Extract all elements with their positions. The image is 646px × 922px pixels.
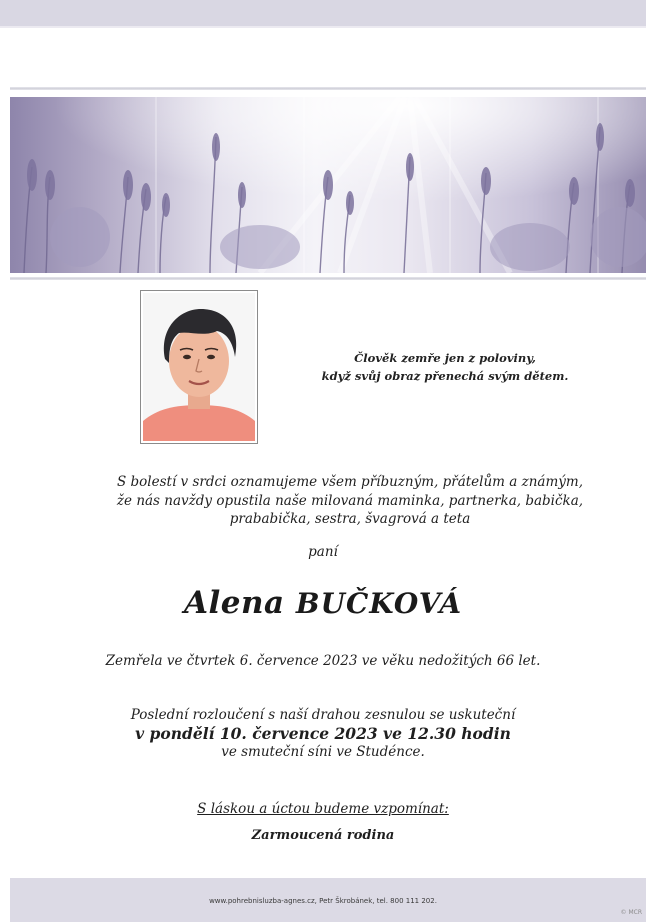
funeral-service-footer: www.pohrebnisluzba-agnes.cz, Petr Škrobánek, tel. 800 111 202. xyxy=(209,897,437,905)
farewell-details xyxy=(0,706,646,762)
announcement-line-2: že nás navždy opustila naše milovaná maminka, partnerka, babička, xyxy=(116,492,584,509)
announcement-line-1: S bolestí v srdci oznamujeme všem příbuzným, přátelům a známým, xyxy=(116,474,583,490)
farewell-date-time: v pondělí 10. července 2023 ve 12.30 hodin xyxy=(135,723,511,743)
quote-line-1: Člověk zemře jen z poloviny, xyxy=(354,351,536,365)
farewell-location: ve smuteční síni ve Studénce. xyxy=(221,744,425,760)
deceased-first-name: Alena xyxy=(183,585,285,621)
banner-top-rule xyxy=(10,87,646,90)
announcement-text xyxy=(60,473,640,529)
remembrance-line: S láskou a úctou budeme vzpomínat: xyxy=(197,801,449,817)
deceased-surname: BUČKOVÁ xyxy=(295,587,463,620)
family-signature: Zarmoucená rodina xyxy=(251,828,395,843)
memorial-quote xyxy=(300,349,590,385)
banner-bottom-rule xyxy=(10,277,646,280)
title-word: paní xyxy=(308,544,338,560)
lavender-banner-image xyxy=(10,97,646,273)
quote-line-2: když svůj obraz přenechá svým dětem. xyxy=(321,369,569,383)
portrait-photo xyxy=(140,290,258,444)
announcement-line-3: prababička, sestra, švagrová a teta xyxy=(229,511,471,527)
top-decorative-band xyxy=(0,0,646,26)
deceased-name xyxy=(0,585,646,621)
farewell-line-1: Poslední rozloučení s naší drahou zesnulou se uskuteční xyxy=(130,707,516,723)
corner-copyright-mark: © MCR xyxy=(620,909,642,916)
death-notice: Zemřela ve čtvrtek 6. července 2023 ve věku nedožitých 66 let. xyxy=(105,653,541,669)
